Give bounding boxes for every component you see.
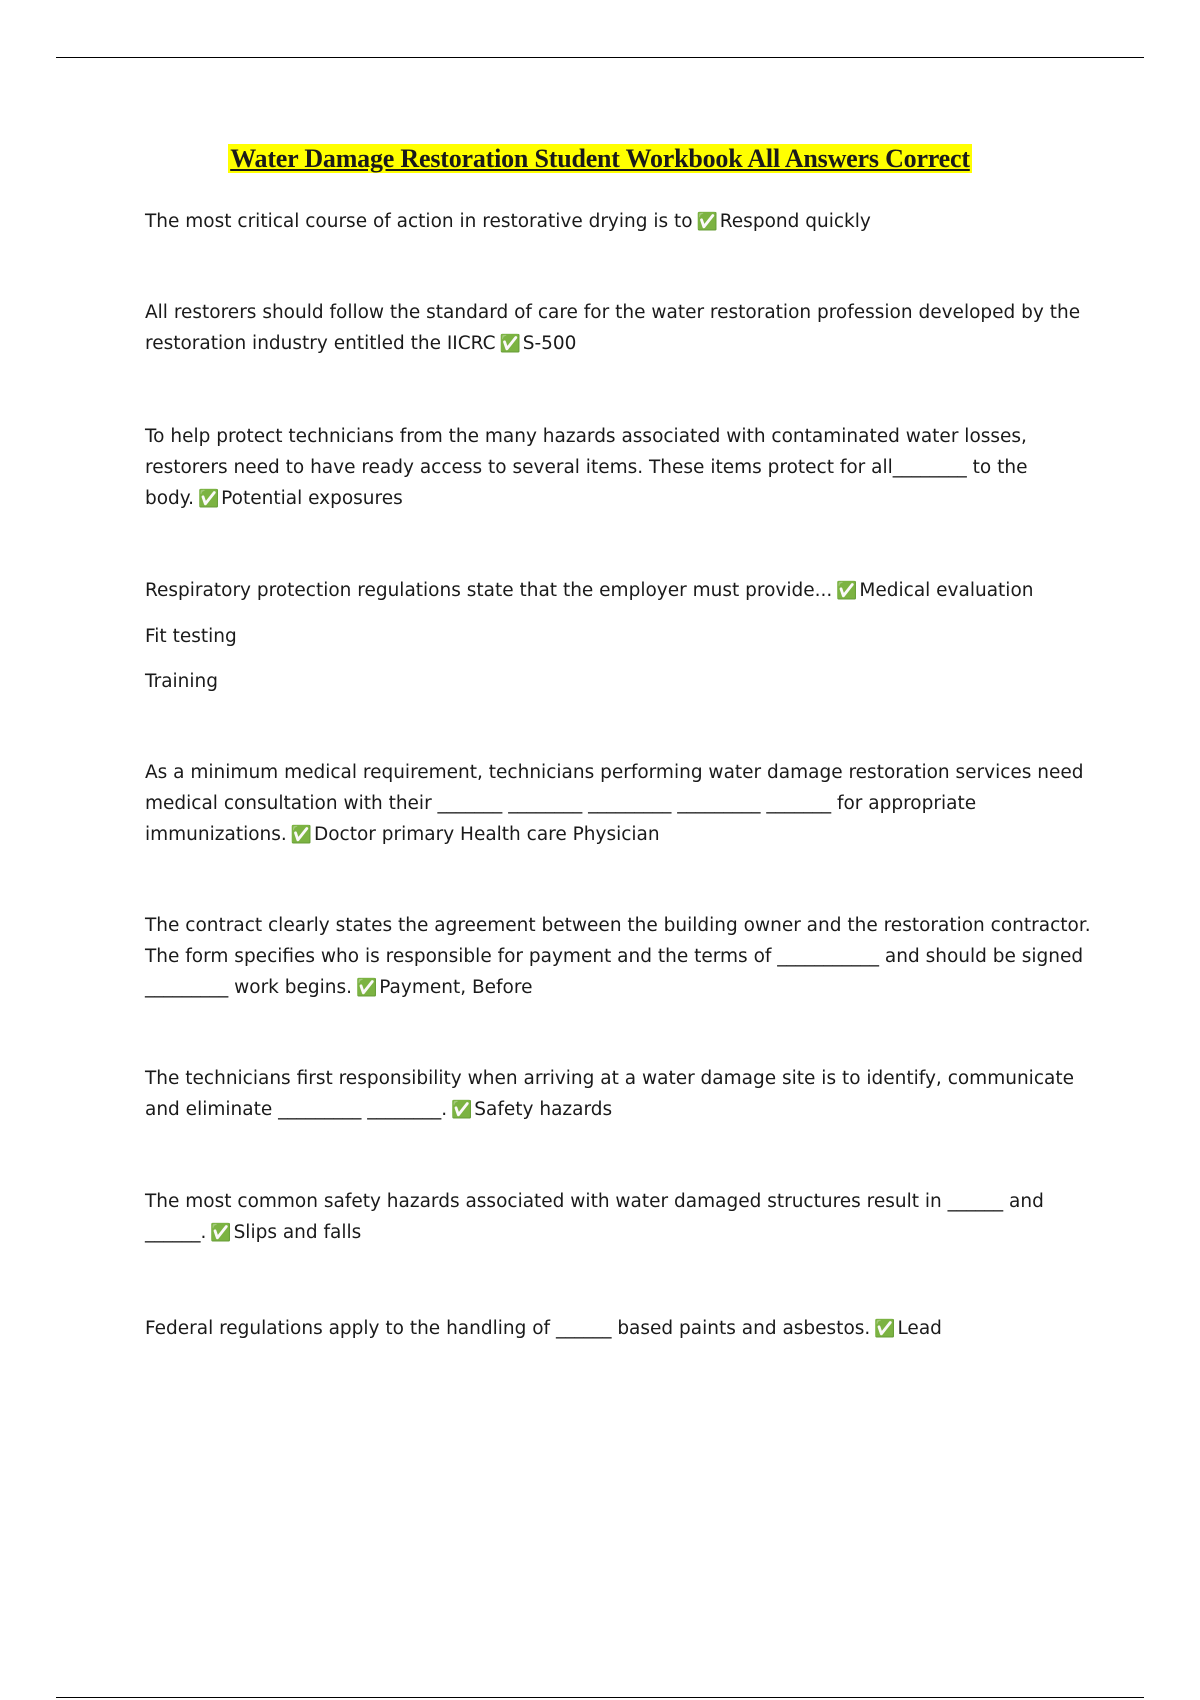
answer-text: Doctor primary Health care Physician (313, 824, 660, 845)
question-text: All restorers should follow the standard of care for the water restoration profession developed by the restoration industry entitled the IICRC (145, 302, 1081, 354)
qa-item (145, 1063, 1095, 1126)
bottom-rule (56, 1697, 1144, 1698)
answer-text: Respond quickly (719, 211, 871, 232)
qa-item (145, 297, 1095, 360)
question-text: Federal regulations apply to the handling of ______ based paints and asbestos. (145, 1318, 871, 1339)
question-text: The most critical course of action in restorative drying is to (145, 211, 693, 232)
check-icon: ✅ (210, 1223, 232, 1243)
check-icon: ✅ (451, 1100, 473, 1120)
answer-text: Lead (897, 1318, 942, 1339)
answer-extra-line: Training (145, 671, 218, 692)
document-title: Water Damage Restoration Student Workbook All Answers Correct (230, 144, 970, 173)
answer-text: Slips and falls (233, 1222, 362, 1243)
qa-item (145, 910, 1095, 1004)
qa-item (145, 1313, 1095, 1345)
question-text: To help protect technicians from the many hazards associated with contaminated water losses, restorers need to have ready access to several items. These items protect for all________ to the body. (145, 426, 1028, 509)
qa-item (145, 421, 1095, 515)
check-icon: ✅ (290, 825, 312, 845)
check-icon: ✅ (198, 489, 220, 509)
answer-text: Safety hazards (474, 1099, 613, 1120)
qa-item (145, 575, 1095, 607)
title-block (0, 144, 1200, 174)
question-text: The most common safety hazards associated with water damaged structures result in ______ and ______. (145, 1191, 1044, 1243)
answer-text: Medical evaluation (859, 580, 1034, 601)
question-text: Respiratory protection regulations state that the employer must provide... (145, 580, 833, 601)
check-icon: ✅ (836, 581, 858, 601)
question-text: The contract clearly states the agreement between the building owner and the restoration contractor. The form specifies who is responsible for payment and the terms of ___________ and should be signed _________ work begins. (145, 915, 1091, 998)
answer-text: Potential exposures (221, 488, 403, 509)
check-icon: ✅ (499, 334, 521, 354)
qa-item (145, 206, 1095, 238)
top-rule (56, 57, 1144, 58)
check-icon: ✅ (356, 978, 378, 998)
answer-text: Payment, Before (379, 977, 533, 998)
check-icon: ✅ (696, 212, 718, 232)
answer-text: S-500 (522, 333, 577, 354)
qa-item (145, 757, 1095, 851)
qa-item (145, 1186, 1095, 1249)
question-text: The technicians first responsibility when arriving at a water damage site is to identify, communicate and eliminate _________ ________. (145, 1068, 1074, 1120)
question-text: As a minimum medical requirement, technicians performing water damage restoration services need medical consultation with their _______ ________ _________ _________ _______ for appropriate immunizations. (145, 762, 1084, 845)
answer-extra-line: Fit testing (145, 626, 237, 647)
check-icon: ✅ (874, 1319, 896, 1339)
